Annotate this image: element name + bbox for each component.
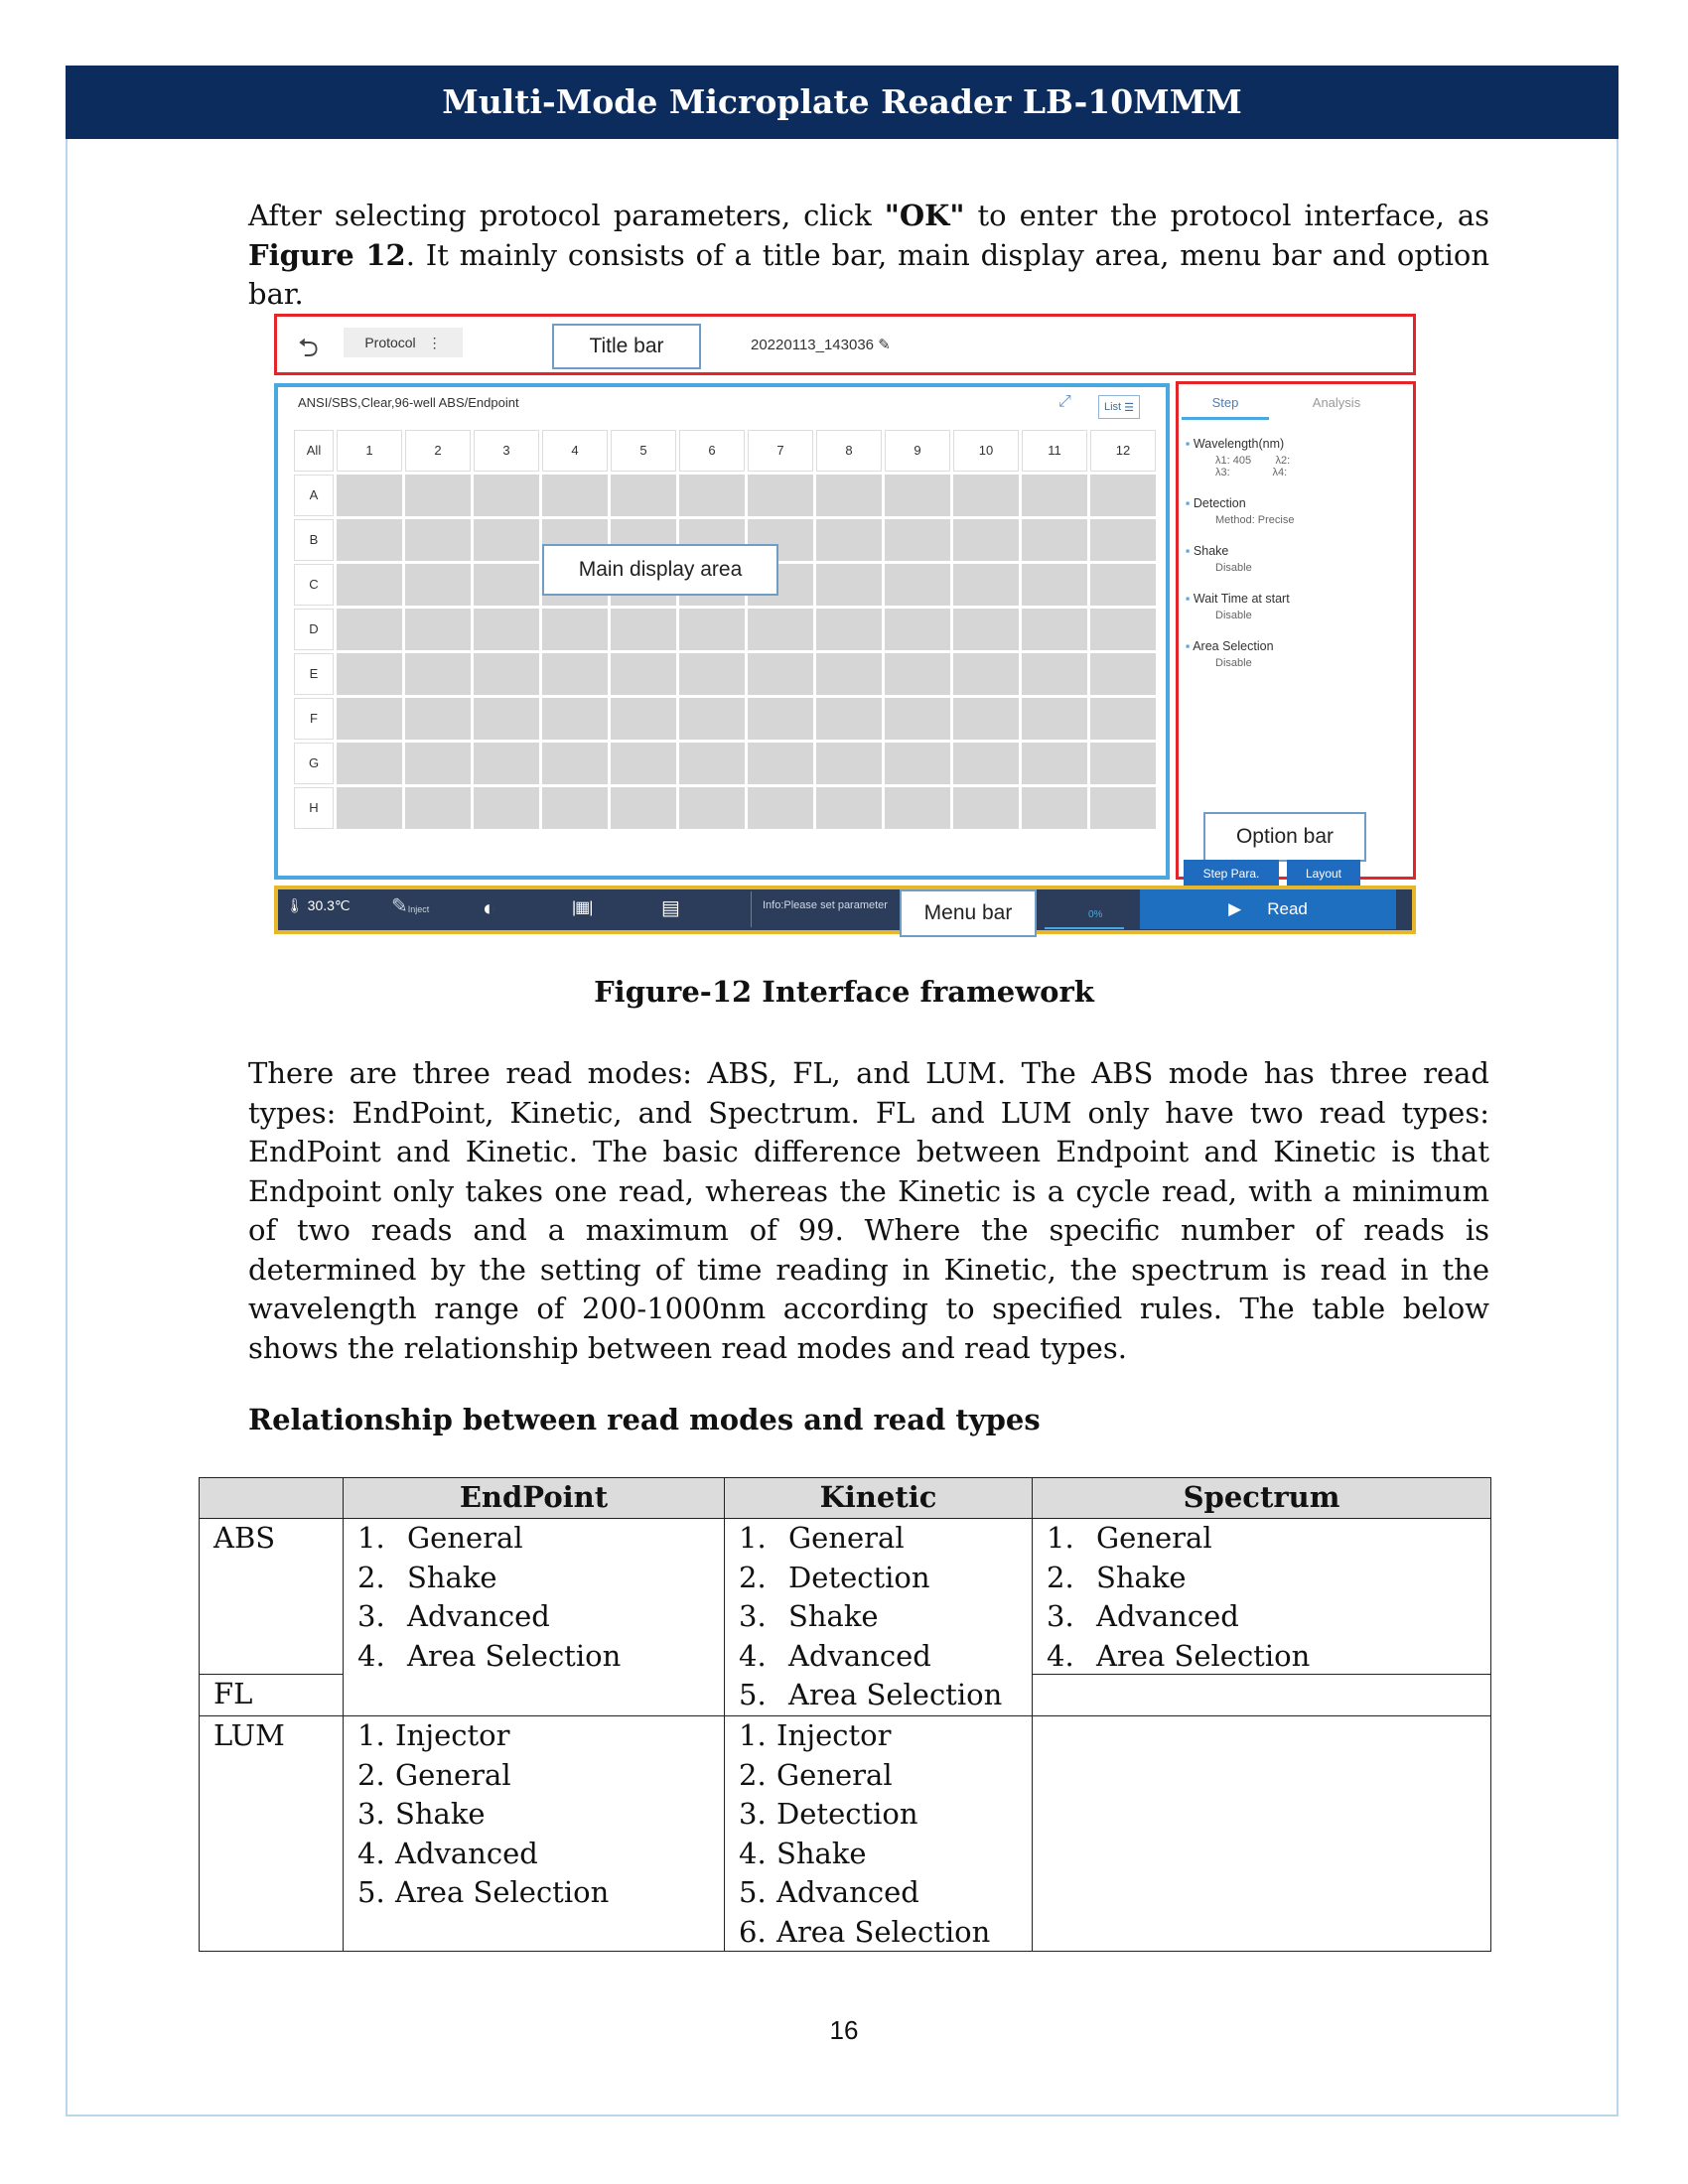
option-list xyxy=(1186,437,1399,687)
list-item xyxy=(739,1637,1032,1677)
table-header-kinetic: Kinetic xyxy=(724,1477,1033,1519)
list-item xyxy=(739,1559,1032,1598)
list-item-number: 4. xyxy=(739,1836,767,1870)
list-item-text: Detection xyxy=(788,1560,930,1594)
plate-well[interactable] xyxy=(611,475,676,516)
list-item-number: 4. xyxy=(357,1638,385,1673)
progress-track xyxy=(1045,927,1124,929)
plate-well[interactable] xyxy=(816,609,882,650)
row-header[interactable]: F xyxy=(294,698,334,740)
plate-well[interactable] xyxy=(474,609,539,650)
plate-well[interactable] xyxy=(679,475,745,516)
plate-well[interactable] xyxy=(542,743,608,784)
plate-well[interactable] xyxy=(474,698,539,740)
list-item-number: 1. xyxy=(1047,1521,1074,1555)
plate-well[interactable] xyxy=(885,564,950,606)
info-status: Info:Please set parameter xyxy=(763,899,888,911)
plate-info: ANSI/SBS,Clear,96-well ABS/Endpoint xyxy=(298,395,519,410)
list-item xyxy=(739,1676,1032,1715)
plate-well[interactable] xyxy=(885,609,950,650)
mode-fl: FL xyxy=(199,1674,344,1716)
plate-well[interactable] xyxy=(1022,743,1087,784)
plate-well[interactable] xyxy=(816,653,882,695)
option-value-line: λ3: λ4: xyxy=(1215,467,1288,478)
cell-lum-kinetic xyxy=(724,1715,1033,1952)
plate-well[interactable] xyxy=(474,564,539,606)
plate-well[interactable] xyxy=(748,698,813,740)
plate-well[interactable] xyxy=(1022,475,1087,516)
bullet-icon: ▪ xyxy=(1186,496,1194,510)
plate-well[interactable] xyxy=(885,653,950,695)
column-header[interactable]: 2 xyxy=(405,430,471,472)
list-item-number: 3. xyxy=(739,1797,767,1831)
plate-well[interactable] xyxy=(679,743,745,784)
interface-screenshot xyxy=(274,314,1416,934)
plate-well[interactable] xyxy=(611,653,676,695)
plate-well[interactable] xyxy=(337,743,402,784)
row-header[interactable]: C xyxy=(294,564,334,606)
column-header[interactable]: 6 xyxy=(679,430,745,472)
plate-well[interactable] xyxy=(611,609,676,650)
plate-well[interactable] xyxy=(1022,609,1087,650)
list-item xyxy=(1047,1637,1490,1677)
row-header[interactable]: H xyxy=(294,787,334,829)
plate-well[interactable] xyxy=(1090,787,1156,829)
option-title[interactable] xyxy=(1186,544,1399,558)
plate-well[interactable] xyxy=(1022,519,1087,561)
bullet-icon: ▪ xyxy=(1186,437,1194,451)
list-item xyxy=(739,1873,1032,1913)
mode-lum: LUM xyxy=(199,1715,344,1952)
option-value-line: λ1: 405 λ2: xyxy=(1215,455,1291,467)
list-item-number: 5. xyxy=(739,1875,767,1909)
plate-well[interactable] xyxy=(748,743,813,784)
plate-well[interactable] xyxy=(611,743,676,784)
option-value-line: Disable xyxy=(1215,610,1252,621)
list-item-text: Shake xyxy=(407,1560,497,1594)
plate-well[interactable] xyxy=(1022,787,1087,829)
plate-well[interactable] xyxy=(337,564,402,606)
page-number: 16 xyxy=(829,2015,859,2045)
option-value xyxy=(1215,610,1399,621)
list-item xyxy=(357,1519,724,1559)
option-value-line: Disable xyxy=(1215,562,1252,574)
plate-well[interactable] xyxy=(1022,698,1087,740)
well-plate-grid xyxy=(294,430,1150,822)
list-item xyxy=(357,1637,724,1677)
plate-well[interactable] xyxy=(1090,609,1156,650)
list-item-text: General xyxy=(788,1521,905,1555)
plate-well[interactable] xyxy=(405,609,471,650)
read-modes-table xyxy=(199,1477,1491,1952)
option-title[interactable] xyxy=(1186,592,1399,606)
thermometer-icon: 🌡 xyxy=(286,897,304,913)
table-header-corner xyxy=(199,1477,344,1519)
list-item-text: General xyxy=(1096,1521,1212,1555)
protocol-button[interactable] xyxy=(344,328,463,357)
plate-well[interactable] xyxy=(885,787,950,829)
plate-well[interactable] xyxy=(474,519,539,561)
column-header[interactable]: 9 xyxy=(885,430,950,472)
plate-well[interactable] xyxy=(816,564,882,606)
mode-toggle-icon[interactable]: ◐ xyxy=(483,895,496,920)
list-item xyxy=(739,1913,1032,1953)
plate-well[interactable] xyxy=(542,653,608,695)
plate-well[interactable] xyxy=(679,698,745,740)
inject-button[interactable] xyxy=(391,893,429,918)
option-title-text: Shake xyxy=(1193,544,1229,558)
plate-well[interactable] xyxy=(474,653,539,695)
list-item-text: General xyxy=(407,1521,523,1555)
list-item-text: Advanced xyxy=(788,1638,931,1673)
plate-well[interactable] xyxy=(953,475,1019,516)
plate-well[interactable] xyxy=(1022,564,1087,606)
plate-well[interactable] xyxy=(748,609,813,650)
row-header[interactable]: E xyxy=(294,653,334,695)
figure-caption: Figure-12 Interface framework xyxy=(594,975,1094,1009)
title-bar-callout: Title bar xyxy=(552,324,701,369)
column-header[interactable]: 4 xyxy=(542,430,608,472)
list-item xyxy=(357,1597,724,1637)
list-item-number: 1. xyxy=(357,1718,385,1752)
cell-abs-spectrum xyxy=(1032,1518,1491,1675)
option-title-text: Detection xyxy=(1193,496,1246,510)
kinetic-steps-list xyxy=(739,1519,1032,1715)
option-value xyxy=(1215,455,1399,478)
cell-fl-spectrum xyxy=(1032,1674,1491,1716)
list-item-text: Advanced xyxy=(407,1599,550,1633)
plate-well[interactable] xyxy=(679,653,745,695)
cell-lum-endpoint xyxy=(343,1715,725,1952)
bullet-icon: ▪ xyxy=(1186,544,1194,558)
table-header-endpoint: EndPoint xyxy=(343,1477,725,1519)
list-item-number: 5. xyxy=(739,1678,767,1711)
plate-well[interactable] xyxy=(816,475,882,516)
list-item-number: 2. xyxy=(1047,1560,1074,1594)
list-item-number: 6. xyxy=(739,1914,767,1949)
list-item xyxy=(357,1835,724,1874)
plate-well[interactable] xyxy=(611,787,676,829)
list-item-number: 4. xyxy=(357,1836,385,1870)
plate-well[interactable] xyxy=(337,475,402,516)
option-value-line: Method: Precise xyxy=(1215,514,1295,526)
plate-well[interactable] xyxy=(748,475,813,516)
option-title-text: Wavelength(nm) xyxy=(1193,437,1285,451)
list-item-text: Area Selection xyxy=(788,1678,1003,1711)
menu-divider xyxy=(751,891,752,927)
inject-label: Inject xyxy=(407,904,430,914)
play-icon: ▶ xyxy=(1228,899,1242,918)
plate-layout-icon[interactable]: ▤ xyxy=(661,897,680,919)
plate-well[interactable] xyxy=(542,698,608,740)
column-header[interactable]: 11 xyxy=(1022,430,1087,472)
list-item-text: Injector xyxy=(395,1718,510,1752)
plate-well[interactable] xyxy=(953,564,1019,606)
row-header[interactable]: G xyxy=(294,743,334,784)
list-item xyxy=(1047,1559,1490,1598)
column-header[interactable]: 12 xyxy=(1090,430,1156,472)
protocol-name[interactable] xyxy=(751,336,891,353)
layout-button[interactable]: Layout xyxy=(1287,860,1360,887)
plate-well[interactable] xyxy=(542,787,608,829)
list-item-number: 3. xyxy=(357,1797,385,1831)
list-item-number: 3. xyxy=(1047,1599,1074,1633)
progress-percent: 0% xyxy=(1088,909,1103,920)
plate-well[interactable] xyxy=(1090,519,1156,561)
list-item xyxy=(739,1716,1032,1756)
plate-well[interactable] xyxy=(405,475,471,516)
plate-well[interactable] xyxy=(816,787,882,829)
strip-layout-icon[interactable]: |▦| xyxy=(572,899,593,916)
read-button[interactable] xyxy=(1140,889,1396,929)
bullet-icon: ▪ xyxy=(1186,639,1194,653)
row-header[interactable]: B xyxy=(294,519,334,561)
option-title-text: Area Selection xyxy=(1193,639,1274,653)
tab-analysis[interactable]: Analysis xyxy=(1312,394,1361,410)
plate-well[interactable] xyxy=(953,519,1019,561)
plate-well[interactable] xyxy=(885,743,950,784)
list-item-text: Advanced xyxy=(1096,1599,1239,1633)
plate-well[interactable] xyxy=(542,475,608,516)
endpoint-steps-list xyxy=(357,1519,724,1676)
body-paragraph: There are three read modes: ABS, FL, and LUM. The ABS mode has three read types: EndPoint, Kinetic, and Spectrum. FL and LUM only have two read types: EndPoint and Kinetic. The basic difference between Endpoint and Kinetic is that Endpoint only takes one read, whereas the Kinetic is a cycle read, with a minimum of two reads and a maximum of 99. Where the specific number of reads is determined by the setting of time reading in Kinetic, the spectrum is read in the wavelength range of 200-1000nm according to specified rules. The table below shows the relationship between read modes and read types. xyxy=(248,1056,1489,1365)
list-item-text: Detection xyxy=(776,1797,918,1831)
protocol-button-label: Protocol xyxy=(364,335,416,350)
option-value xyxy=(1215,514,1399,526)
option-title[interactable] xyxy=(1186,496,1399,510)
option-title[interactable] xyxy=(1186,437,1399,451)
plate-well[interactable] xyxy=(953,653,1019,695)
bullet-icon: ▪ xyxy=(1186,592,1194,606)
menu-bar-callout: Menu bar xyxy=(900,889,1037,937)
protocol-name-text: 20220113_143036 xyxy=(751,337,875,353)
cell-abs-fl-endpoint xyxy=(343,1518,725,1716)
plate-well[interactable] xyxy=(337,653,402,695)
list-item-number: 3. xyxy=(739,1599,767,1633)
list-item-text: Area Selection xyxy=(1096,1638,1311,1673)
plate-well[interactable] xyxy=(542,609,608,650)
more-menu-icon: ⋮ xyxy=(427,334,442,350)
plate-well[interactable] xyxy=(816,519,882,561)
list-item-text: Area Selection xyxy=(407,1638,622,1673)
plate-well[interactable] xyxy=(405,653,471,695)
document-header: Multi-Mode Microplate Reader LB-10MMM xyxy=(66,66,1618,139)
option-title[interactable] xyxy=(1186,639,1399,653)
list-item xyxy=(357,1795,724,1835)
lum-kinetic-steps-list xyxy=(739,1716,1032,1952)
lum-endpoint-steps-list xyxy=(357,1716,724,1913)
list-item-number: 2. xyxy=(739,1560,767,1594)
cell-abs-fl-kinetic xyxy=(724,1518,1033,1716)
plate-well[interactable] xyxy=(405,564,471,606)
plate-well[interactable] xyxy=(1090,564,1156,606)
column-header[interactable]: 5 xyxy=(611,430,676,472)
back-arrow-icon[interactable]: ⮌ xyxy=(298,333,319,362)
list-item-text: Shake xyxy=(776,1836,867,1870)
list-item-text: Shake xyxy=(788,1599,879,1633)
list-item xyxy=(1047,1519,1490,1559)
list-item xyxy=(739,1835,1032,1874)
plate-well[interactable] xyxy=(1022,653,1087,695)
plate-well[interactable] xyxy=(885,475,950,516)
main-display-callout: Main display area xyxy=(542,544,778,596)
plate-well[interactable] xyxy=(679,787,745,829)
column-header[interactable]: 10 xyxy=(953,430,1019,472)
row-header[interactable]: D xyxy=(294,609,334,650)
list-item-text: General xyxy=(776,1757,893,1792)
temperature-text: 30.3℃ xyxy=(307,897,351,913)
pipette-icon: ✎ xyxy=(391,895,408,917)
table-caption: Relationship between read modes and read types xyxy=(248,1403,1041,1436)
list-item-text: Shake xyxy=(1096,1560,1187,1594)
step-para-button[interactable]: Step Para. xyxy=(1184,860,1279,887)
option-bar-callout: Option bar xyxy=(1203,812,1366,862)
list-item xyxy=(1047,1597,1490,1637)
plate-well[interactable] xyxy=(953,698,1019,740)
list-item-text: Advanced xyxy=(395,1836,538,1870)
option-value xyxy=(1215,657,1399,669)
list-item-text: Advanced xyxy=(776,1875,919,1909)
plate-well[interactable] xyxy=(337,787,402,829)
plate-well[interactable] xyxy=(748,653,813,695)
list-item-number: 2. xyxy=(357,1560,385,1594)
list-item-text: Injector xyxy=(776,1718,892,1752)
list-item xyxy=(357,1716,724,1756)
plate-well[interactable] xyxy=(1090,475,1156,516)
list-item xyxy=(357,1873,724,1913)
column-header[interactable]: 7 xyxy=(748,430,813,472)
list-item xyxy=(357,1756,724,1796)
list-item-number: 5. xyxy=(357,1875,385,1909)
plate-well[interactable] xyxy=(337,519,402,561)
list-item-text: Area Selection xyxy=(776,1914,991,1949)
list-item xyxy=(739,1519,1032,1559)
list-button[interactable]: List ☰ xyxy=(1098,395,1140,419)
list-item-number: 2. xyxy=(357,1757,385,1792)
list-item-number: 1. xyxy=(357,1521,385,1555)
plate-well[interactable] xyxy=(474,787,539,829)
plate-well[interactable] xyxy=(816,698,882,740)
cell-lum-spectrum xyxy=(1032,1715,1491,1952)
plate-well[interactable] xyxy=(337,698,402,740)
column-header[interactable]: 8 xyxy=(816,430,882,472)
list-item xyxy=(739,1756,1032,1796)
list-item-number: 3. xyxy=(357,1599,385,1633)
plate-well[interactable] xyxy=(405,743,471,784)
list-item-number: 4. xyxy=(1047,1638,1074,1673)
plate-well[interactable] xyxy=(953,743,1019,784)
mode-abs: ABS xyxy=(199,1518,344,1675)
select-all-header[interactable]: All xyxy=(294,430,334,472)
list-item-text: Shake xyxy=(395,1797,486,1831)
temperature-readout xyxy=(286,897,351,914)
plate-well[interactable] xyxy=(885,698,950,740)
list-item-number: 2. xyxy=(739,1757,767,1792)
plate-well[interactable] xyxy=(885,519,950,561)
plate-well[interactable] xyxy=(474,475,539,516)
row-header[interactable]: A xyxy=(294,475,334,516)
list-item xyxy=(357,1559,724,1598)
plate-well[interactable] xyxy=(748,787,813,829)
option-title-text: Wait Time at start xyxy=(1193,592,1290,606)
plate-well[interactable] xyxy=(337,609,402,650)
list-item-text: General xyxy=(395,1757,511,1792)
list-item-text: Area Selection xyxy=(395,1875,610,1909)
option-value-line: Disable xyxy=(1215,657,1252,669)
plate-well[interactable] xyxy=(405,787,471,829)
plate-well[interactable] xyxy=(1090,653,1156,695)
list-item xyxy=(739,1795,1032,1835)
plate-well[interactable] xyxy=(1090,743,1156,784)
tab-step[interactable]: Step xyxy=(1182,387,1269,420)
list-item xyxy=(739,1597,1032,1637)
plate-well[interactable] xyxy=(405,698,471,740)
list-button-label: List xyxy=(1103,401,1122,413)
list-item-number: 1. xyxy=(739,1718,767,1752)
plate-well[interactable] xyxy=(474,743,539,784)
fullscreen-icon[interactable]: ⤢ xyxy=(1058,393,1071,410)
table-header-spectrum: Spectrum xyxy=(1032,1477,1491,1519)
plate-well[interactable] xyxy=(1090,698,1156,740)
intro-paragraph: After selecting protocol parameters, click "OK" to enter the protocol interface, as Figure 12. It mainly consists of a title bar, main display area, menu bar and option bar. xyxy=(248,199,1489,311)
list-item-number: 1. xyxy=(739,1521,767,1555)
plate-well[interactable] xyxy=(953,609,1019,650)
option-value xyxy=(1215,562,1399,574)
column-header[interactable]: 3 xyxy=(474,430,539,472)
column-header[interactable]: 1 xyxy=(337,430,402,472)
spectrum-steps-list xyxy=(1047,1519,1490,1676)
read-button-label: Read xyxy=(1267,899,1308,918)
list-item-number: 4. xyxy=(739,1638,767,1673)
plate-well[interactable] xyxy=(816,743,882,784)
plate-well[interactable] xyxy=(611,698,676,740)
plate-well[interactable] xyxy=(679,609,745,650)
edit-pencil-icon: ✎ xyxy=(878,337,891,353)
plate-well[interactable] xyxy=(405,519,471,561)
plate-well[interactable] xyxy=(953,787,1019,829)
